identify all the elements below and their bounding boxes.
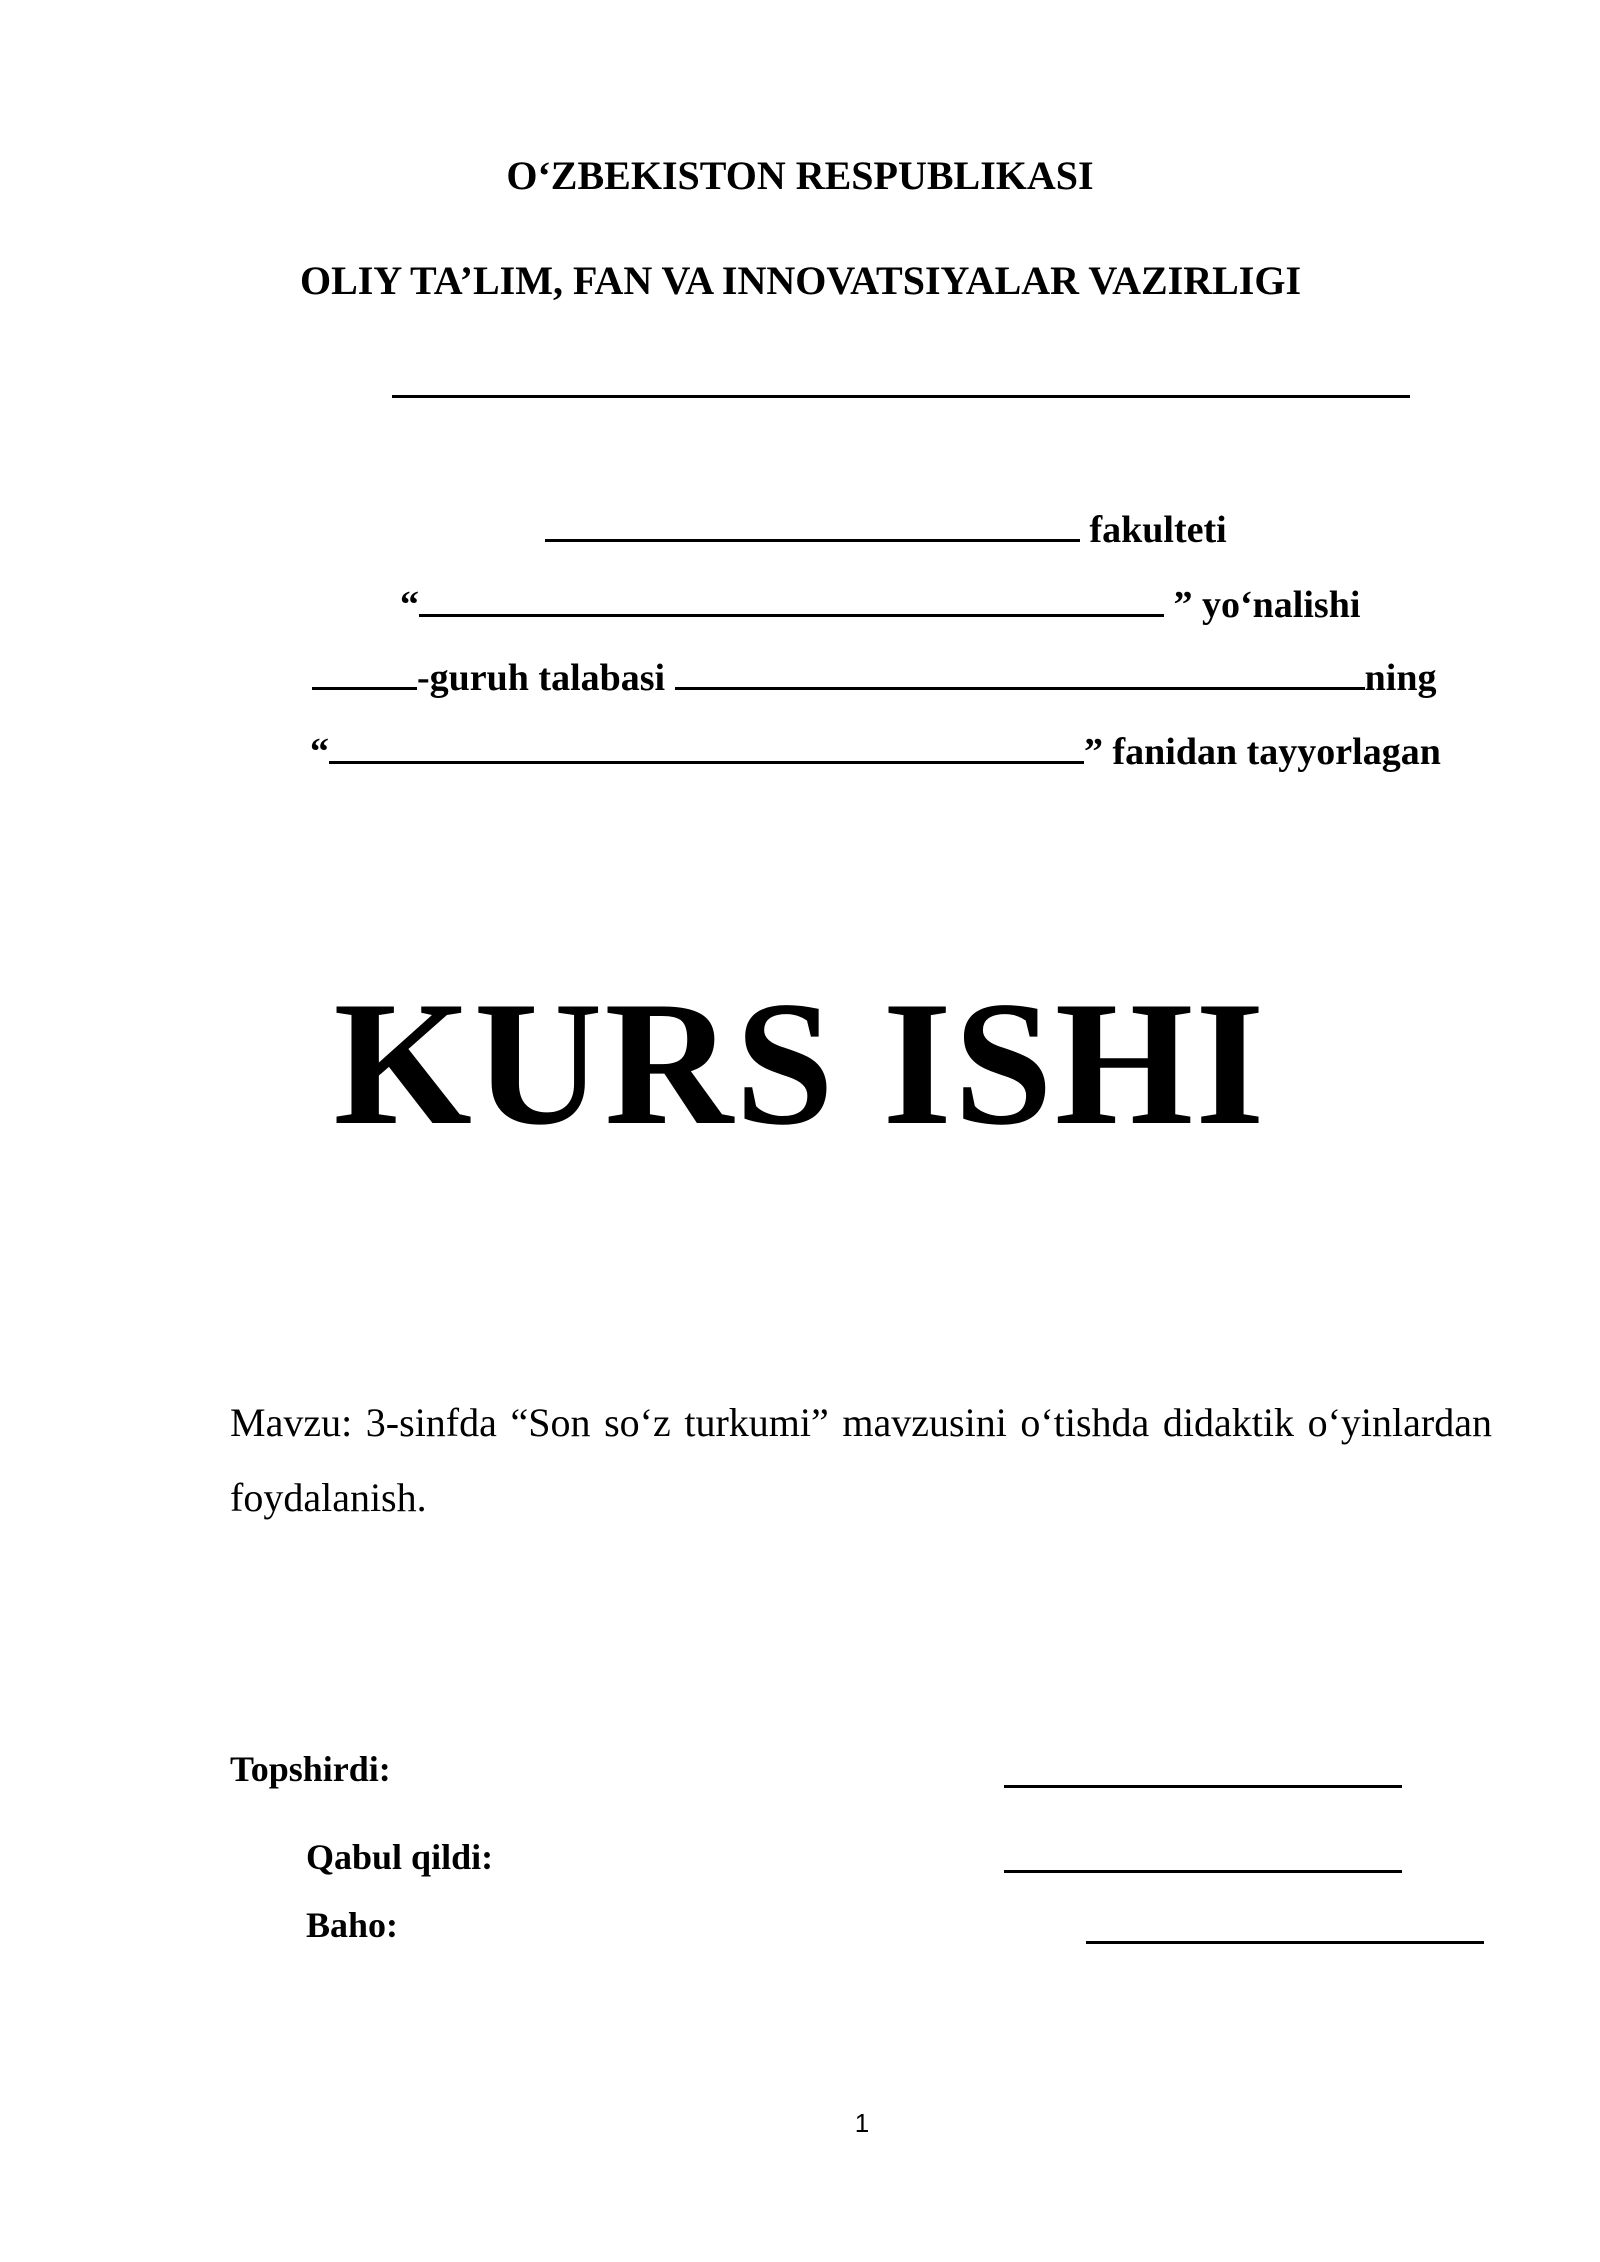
country-heading: O‘ZBEKISTON RESPUBLIKASI [506,153,1094,198]
submitted-label: Topshirdi: [230,1749,391,1789]
topic-paragraph: Mavzu: 3-sinfda “Son so‘z turkumi” mavzusini o‘tishda didaktik o‘yinlardan foydalanish. [230,1400,1492,1520]
accepted-label: Qabul qildi: [306,1837,494,1877]
faculty-line [545,505,1227,552]
faculty-label: fakulteti [1089,509,1227,551]
page-number: 1 [854,2108,870,2138]
direction-line [400,580,1360,627]
group-blank [312,653,417,690]
grade-label: Baho: [306,1905,399,1945]
accepted-signature-line [1004,1870,1402,1873]
subject-blank [329,727,1084,764]
direction-label: ” yo‘nalishi [1173,584,1361,626]
submitted-signature-line [1004,1785,1402,1788]
grade-line [1086,1941,1484,1944]
direction-open-quote: “ [400,584,419,626]
student-name-blank [675,653,1365,690]
ministry-heading: OLIY TA’LIM, FAN VA INNOVATSIYALAR VAZIRLIGI [300,258,1302,303]
group-student-line [312,653,1436,700]
university-blank-line [392,395,1410,398]
subject-open-quote: “ [310,731,329,773]
faculty-blank [545,505,1080,542]
subject-line [310,727,1441,774]
group-label: -guruh talabasi [417,657,666,699]
subject-label: ” fanidan tayyorlagan [1084,731,1441,773]
student-suffix: ning [1364,657,1437,699]
document-title: KURS ISHI [333,964,1267,1162]
direction-blank [419,580,1164,617]
